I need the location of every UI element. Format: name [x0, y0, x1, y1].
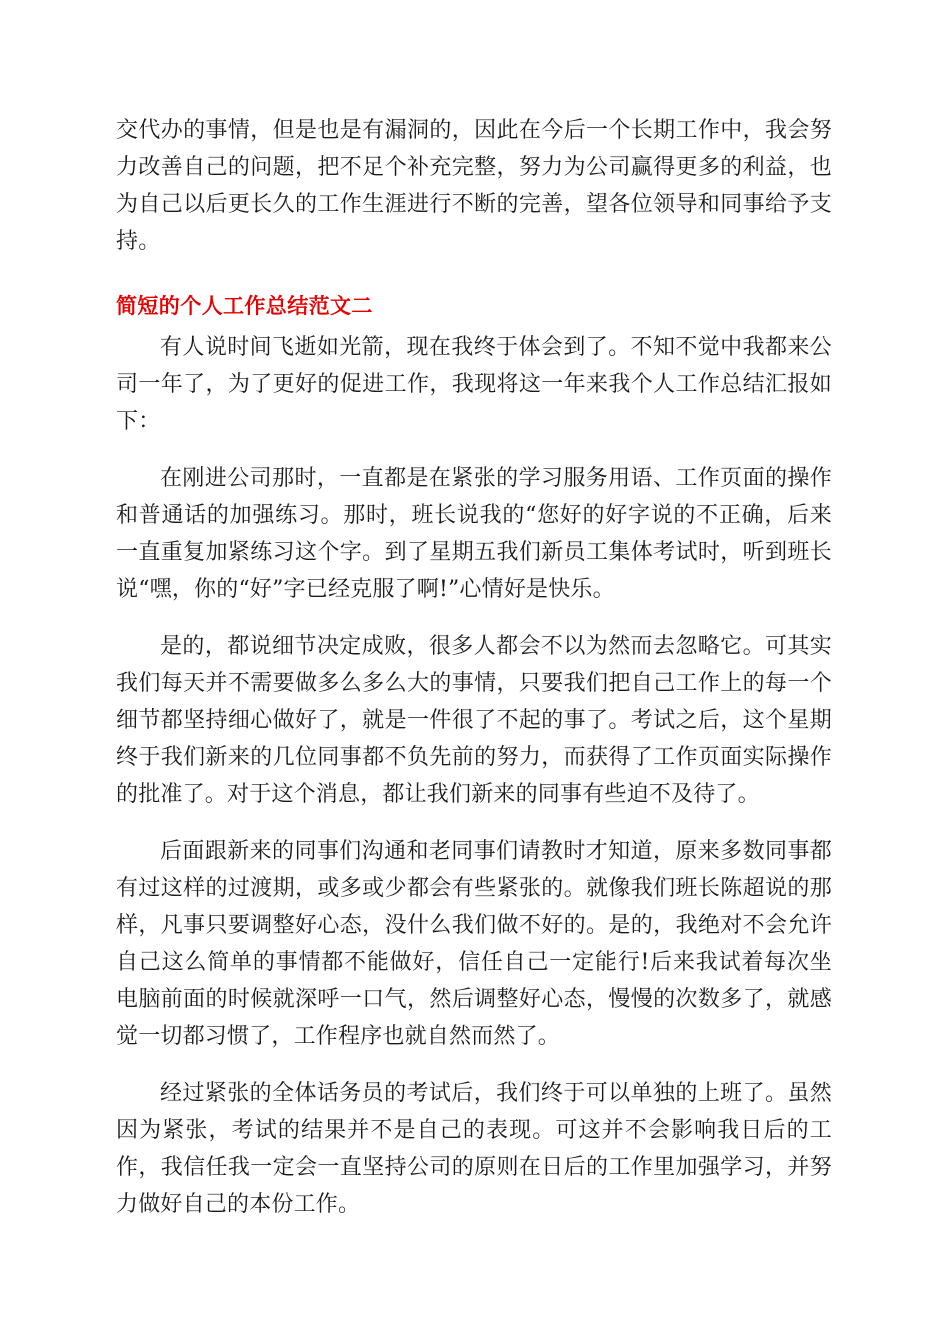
paragraph-1: 有人说时间飞逝如光箭，现在我终于体会到了。不知不觉中我都来公司一年了，为了更好的促进工作，我现将这一年来我个人工作总结汇报如下： — [116, 335, 832, 434]
paragraph-5: 经过紧张的全体话务员的考试后，我们终于可以单独的上班了。虽然因为紧张，考试的结果并不是自己的表现。可这并不会影响我日后的工作，我信任我一定会一直坚持公司的原则在日后的工作里加强学习，并努力做好自己的本份工作。 — [116, 1081, 832, 1217]
paragraph-4: 后面跟新来的同事们沟通和老同事们请教时才知道，原来多数同事都有过这样的过渡期，或多或少都会有些紧张的。就像我们班长陈超说的那样，凡事只要调整好心态，没什么我们做不好的。是的，我绝对不会允许自己这么简单的事情都不能做好，信任自己一定能行!后来我试着每次坐电脑前面的时候就深呼一口气，然后调整好心态，慢慢的次数多了，就感觉一切都习惯了，工作程序也就自然而然了。 — [116, 839, 832, 1049]
paragraph-3: 是的，都说细节决定成败，很多人都会不以为然而去忽略它。可其实我们每天并不需要做多么多么大的事情，只要我们把自己工作上的每一个细节都坚持细心做好了，就是一件很了不起的事了。考试之后，这个星期终于我们新来的几位同事都不负先前的努力，而获得了工作页面实际操作的批准了。对于这个消息，都让我们新来的同事有些迫不及待了。 — [116, 634, 832, 807]
continuation-paragraph: 交代办的事情，但是也是有漏洞的，因此在今后一个长期工作中，我会努力改善自己的问题，把不足个补充完整，努力为公司赢得更多的利益，也为自己以后更长久的工作生涯进行不断的完善，望各位领导和同事给予支持。 — [116, 118, 832, 254]
section-heading: 简短的个人工作总结范文二 — [116, 294, 373, 318]
document-body — [116, 112, 832, 1243]
paragraph-2: 在刚进公司那时，一直都是在紧张的学习服务用语、工作页面的操作和普通话的加强练习。那时，班长说我的“您好的好字说的不正确，后来一直重复加紧练习这个字。到了星期五我们新员工集体考试时，听到班长说“嘿，你的“好”字已经克服了啊!”心情好是快乐。 — [116, 466, 832, 602]
